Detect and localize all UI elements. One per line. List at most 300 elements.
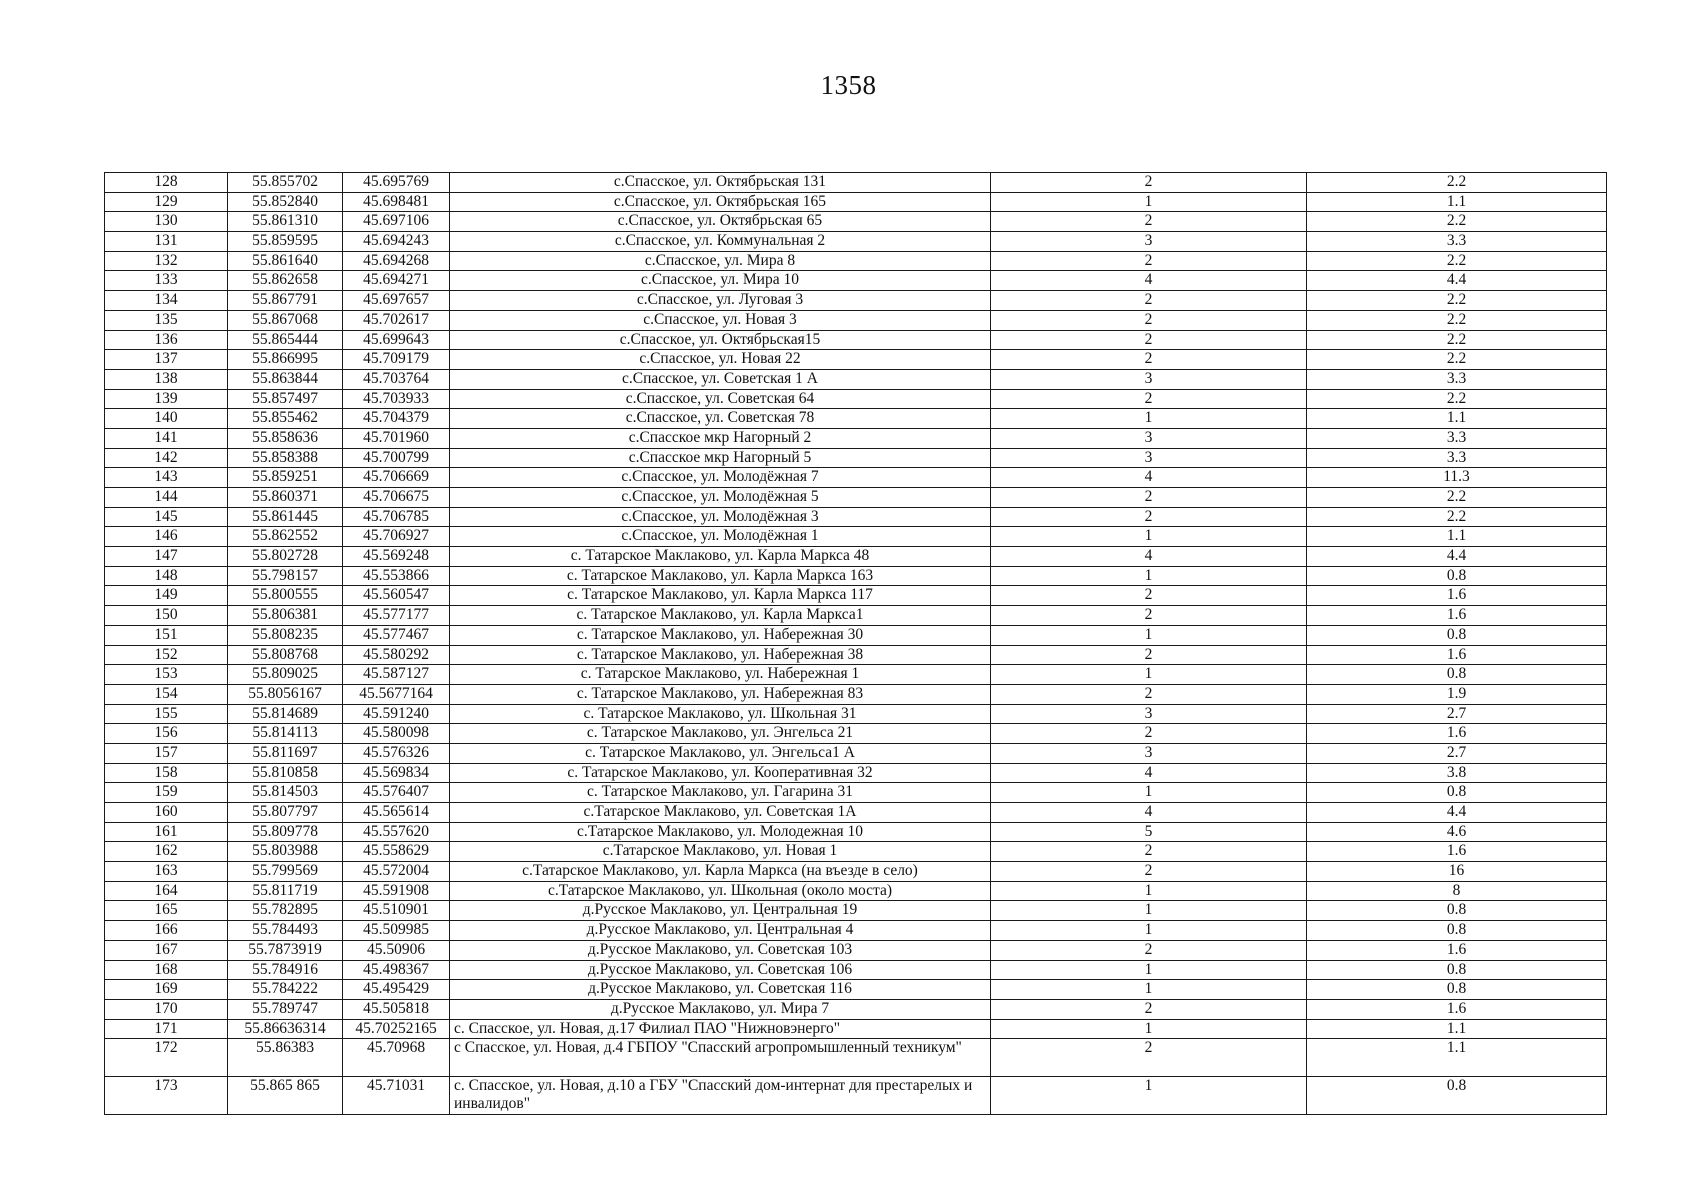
row-number-cell: 164 bbox=[105, 881, 228, 901]
latitude-cell: 55.802728 bbox=[228, 547, 343, 567]
volume-cell: 4.4 bbox=[1307, 271, 1607, 291]
latitude-cell: 55.866995 bbox=[228, 350, 343, 370]
longitude-cell: 45.591240 bbox=[343, 704, 450, 724]
count-cell: 1 bbox=[991, 566, 1307, 586]
volume-cell: 2.2 bbox=[1307, 310, 1607, 330]
table-row bbox=[105, 310, 1607, 330]
table-row bbox=[105, 251, 1607, 271]
address-cell: с.Спасское, ул. Октябрьская 165 bbox=[450, 192, 991, 212]
address-cell: д.Русское Маклаково, ул. Советская 106 bbox=[450, 960, 991, 980]
row-number-cell: 173 bbox=[105, 1077, 228, 1115]
latitude-cell: 55.867791 bbox=[228, 291, 343, 311]
count-cell: 2 bbox=[991, 1039, 1307, 1077]
latitude-cell: 55.807797 bbox=[228, 803, 343, 823]
latitude-cell: 55.861445 bbox=[228, 507, 343, 527]
latitude-cell: 55.811719 bbox=[228, 881, 343, 901]
longitude-cell: 45.706675 bbox=[343, 488, 450, 508]
latitude-cell: 55.855462 bbox=[228, 409, 343, 429]
address-cell: с. Татарское Маклаково, ул. Энгельса1 А bbox=[450, 743, 991, 763]
volume-cell: 3.3 bbox=[1307, 448, 1607, 468]
latitude-cell: 55.863844 bbox=[228, 369, 343, 389]
table-row bbox=[105, 980, 1607, 1000]
address-cell: с.Спасское, ул. Новая 3 bbox=[450, 310, 991, 330]
longitude-cell: 45.577177 bbox=[343, 606, 450, 626]
count-cell: 2 bbox=[991, 842, 1307, 862]
volume-cell: 1.1 bbox=[1307, 409, 1607, 429]
address-cell: с. Татарское Маклаково, ул. Школьная 31 bbox=[450, 704, 991, 724]
volume-cell: 2.2 bbox=[1307, 212, 1607, 232]
latitude-cell: 55.784222 bbox=[228, 980, 343, 1000]
longitude-cell: 45.701960 bbox=[343, 428, 450, 448]
row-number-cell: 171 bbox=[105, 1019, 228, 1039]
latitude-cell: 55.862552 bbox=[228, 527, 343, 547]
volume-cell: 1.6 bbox=[1307, 645, 1607, 665]
longitude-cell: 45.709179 bbox=[343, 350, 450, 370]
address-cell: с. Татарское Маклаково, ул. Набережная 1 bbox=[450, 665, 991, 685]
row-number-cell: 148 bbox=[105, 566, 228, 586]
latitude-cell: 55.7873919 bbox=[228, 940, 343, 960]
table-row bbox=[105, 803, 1607, 823]
count-cell: 1 bbox=[991, 192, 1307, 212]
latitude-cell: 55.814113 bbox=[228, 724, 343, 744]
volume-cell: 2.7 bbox=[1307, 743, 1607, 763]
volume-cell: 1.6 bbox=[1307, 842, 1607, 862]
count-cell: 2 bbox=[991, 684, 1307, 704]
row-number-cell: 159 bbox=[105, 783, 228, 803]
table-row bbox=[105, 999, 1607, 1019]
latitude-cell: 55.814503 bbox=[228, 783, 343, 803]
longitude-cell: 45.558629 bbox=[343, 842, 450, 862]
row-number-cell: 143 bbox=[105, 468, 228, 488]
volume-cell: 11.3 bbox=[1307, 468, 1607, 488]
row-number-cell: 131 bbox=[105, 232, 228, 252]
latitude-cell: 55.814689 bbox=[228, 704, 343, 724]
latitude-cell: 55.865 865 bbox=[228, 1077, 343, 1115]
count-cell: 2 bbox=[991, 330, 1307, 350]
volume-cell: 3.8 bbox=[1307, 763, 1607, 783]
table-row bbox=[105, 783, 1607, 803]
address-cell: с. Спасское, ул. Новая, д.17 Филиал ПАО "Нижновэнерго" bbox=[450, 1019, 991, 1039]
table-row bbox=[105, 409, 1607, 429]
address-cell: с Спасское, ул. Новая, д.4 ГБПОУ "Спасский агропромышленный техникум" bbox=[450, 1039, 991, 1077]
address-cell: д.Русское Маклаково, ул. Центральная 19 bbox=[450, 901, 991, 921]
count-cell: 1 bbox=[991, 783, 1307, 803]
latitude-cell: 55.806381 bbox=[228, 606, 343, 626]
address-cell: с.Спасское, ул. Луговая 3 bbox=[450, 291, 991, 311]
volume-cell: 1.1 bbox=[1307, 192, 1607, 212]
row-number-cell: 157 bbox=[105, 743, 228, 763]
latitude-cell: 55.782895 bbox=[228, 901, 343, 921]
row-number-cell: 152 bbox=[105, 645, 228, 665]
count-cell: 2 bbox=[991, 645, 1307, 665]
table-row bbox=[105, 665, 1607, 685]
table-row bbox=[105, 232, 1607, 252]
address-cell: с. Татарское Маклаково, ул. Карла Маркса1 bbox=[450, 606, 991, 626]
table-row bbox=[105, 881, 1607, 901]
longitude-cell: 45.572004 bbox=[343, 862, 450, 882]
volume-cell: 2.2 bbox=[1307, 291, 1607, 311]
volume-cell: 4.4 bbox=[1307, 547, 1607, 567]
row-number-cell: 145 bbox=[105, 507, 228, 527]
table-row bbox=[105, 527, 1607, 547]
count-cell: 2 bbox=[991, 212, 1307, 232]
row-number-cell: 172 bbox=[105, 1039, 228, 1077]
address-cell: с.Спасское, ул. Молодёжная 1 bbox=[450, 527, 991, 547]
volume-cell: 0.8 bbox=[1307, 901, 1607, 921]
volume-cell: 8 bbox=[1307, 881, 1607, 901]
latitude-cell: 55.858388 bbox=[228, 448, 343, 468]
address-cell: д.Русское Маклаково, ул. Советская 116 bbox=[450, 980, 991, 1000]
row-number-cell: 129 bbox=[105, 192, 228, 212]
longitude-cell: 45.697657 bbox=[343, 291, 450, 311]
latitude-cell: 55.789747 bbox=[228, 999, 343, 1019]
table-row bbox=[105, 271, 1607, 291]
address-cell: с. Спасское, ул. Новая, д.10 а ГБУ "Спасский дом-интернат для престарелых и инвалидов" bbox=[450, 1077, 991, 1115]
address-cell: с.Спасское мкр Нагорный 5 bbox=[450, 448, 991, 468]
row-number-cell: 170 bbox=[105, 999, 228, 1019]
row-number-cell: 154 bbox=[105, 684, 228, 704]
volume-cell: 3.3 bbox=[1307, 232, 1607, 252]
table-row bbox=[105, 862, 1607, 882]
latitude-cell: 55.861640 bbox=[228, 251, 343, 271]
volume-cell: 4.4 bbox=[1307, 803, 1607, 823]
latitude-cell: 55.862658 bbox=[228, 271, 343, 291]
count-cell: 2 bbox=[991, 488, 1307, 508]
table-row bbox=[105, 330, 1607, 350]
volume-cell: 16 bbox=[1307, 862, 1607, 882]
count-cell: 4 bbox=[991, 271, 1307, 291]
table-row bbox=[105, 645, 1607, 665]
table-row bbox=[105, 369, 1607, 389]
address-cell: с.Спасское, ул. Советская 78 bbox=[450, 409, 991, 429]
address-cell: с. Татарское Маклаково, ул. Карла Маркса 163 bbox=[450, 566, 991, 586]
volume-cell: 0.8 bbox=[1307, 960, 1607, 980]
table-row bbox=[105, 192, 1607, 212]
address-cell: с.Спасское, ул. Молодёжная 5 bbox=[450, 488, 991, 508]
longitude-cell: 45.569248 bbox=[343, 547, 450, 567]
volume-cell: 3.3 bbox=[1307, 369, 1607, 389]
count-cell: 3 bbox=[991, 448, 1307, 468]
volume-cell: 4.6 bbox=[1307, 822, 1607, 842]
count-cell: 1 bbox=[991, 665, 1307, 685]
volume-cell: 1.9 bbox=[1307, 684, 1607, 704]
count-cell: 4 bbox=[991, 468, 1307, 488]
table-row bbox=[105, 684, 1607, 704]
count-cell: 3 bbox=[991, 232, 1307, 252]
volume-cell: 2.2 bbox=[1307, 350, 1607, 370]
row-number-cell: 130 bbox=[105, 212, 228, 232]
address-cell: д.Русское Маклаково, ул. Мира 7 bbox=[450, 999, 991, 1019]
longitude-cell: 45.703933 bbox=[343, 389, 450, 409]
longitude-cell: 45.576326 bbox=[343, 743, 450, 763]
volume-cell: 2.2 bbox=[1307, 330, 1607, 350]
row-number-cell: 133 bbox=[105, 271, 228, 291]
row-number-cell: 141 bbox=[105, 428, 228, 448]
longitude-cell: 45.706927 bbox=[343, 527, 450, 547]
table-row bbox=[105, 606, 1607, 626]
count-cell: 1 bbox=[991, 980, 1307, 1000]
count-cell: 4 bbox=[991, 547, 1307, 567]
row-number-cell: 142 bbox=[105, 448, 228, 468]
latitude-cell: 55.857497 bbox=[228, 389, 343, 409]
latitude-cell: 55.798157 bbox=[228, 566, 343, 586]
longitude-cell: 45.557620 bbox=[343, 822, 450, 842]
table-row bbox=[105, 428, 1607, 448]
row-number-cell: 155 bbox=[105, 704, 228, 724]
volume-cell: 0.8 bbox=[1307, 921, 1607, 941]
latitude-cell: 55.811697 bbox=[228, 743, 343, 763]
count-cell: 1 bbox=[991, 527, 1307, 547]
row-number-cell: 156 bbox=[105, 724, 228, 744]
row-number-cell: 162 bbox=[105, 842, 228, 862]
longitude-cell: 45.498367 bbox=[343, 960, 450, 980]
address-cell: с.Спасское, ул. Молодёжная 3 bbox=[450, 507, 991, 527]
count-cell: 1 bbox=[991, 1077, 1307, 1115]
address-cell: с.Спасское, ул. Коммунальная 2 bbox=[450, 232, 991, 252]
table-row bbox=[105, 389, 1607, 409]
row-number-cell: 150 bbox=[105, 606, 228, 626]
longitude-cell: 45.699643 bbox=[343, 330, 450, 350]
row-number-cell: 136 bbox=[105, 330, 228, 350]
row-number-cell: 151 bbox=[105, 625, 228, 645]
volume-cell: 2.2 bbox=[1307, 173, 1607, 193]
address-cell: с.Татарское Маклаково, ул. Карла Маркса (на въезде в село) bbox=[450, 862, 991, 882]
count-cell: 2 bbox=[991, 724, 1307, 744]
address-cell: с.Татарское Маклаково, ул. Новая 1 bbox=[450, 842, 991, 862]
count-cell: 1 bbox=[991, 409, 1307, 429]
data-table bbox=[104, 172, 1607, 1115]
count-cell: 3 bbox=[991, 704, 1307, 724]
row-number-cell: 135 bbox=[105, 310, 228, 330]
table-row bbox=[105, 1019, 1607, 1039]
volume-cell: 0.8 bbox=[1307, 625, 1607, 645]
longitude-cell: 45.5677164 bbox=[343, 684, 450, 704]
longitude-cell: 45.505818 bbox=[343, 999, 450, 1019]
volume-cell: 1.6 bbox=[1307, 940, 1607, 960]
row-number-cell: 167 bbox=[105, 940, 228, 960]
address-cell: с.Спасское, ул. Молодёжная 7 bbox=[450, 468, 991, 488]
latitude-cell: 55.852840 bbox=[228, 192, 343, 212]
count-cell: 5 bbox=[991, 822, 1307, 842]
table-row bbox=[105, 960, 1607, 980]
longitude-cell: 45.694268 bbox=[343, 251, 450, 271]
table-row bbox=[105, 921, 1607, 941]
address-cell: с. Татарское Маклаково, ул. Карла Маркса 117 bbox=[450, 586, 991, 606]
longitude-cell: 45.495429 bbox=[343, 980, 450, 1000]
address-cell: с. Татарское Маклаково, ул. Гагарина 31 bbox=[450, 783, 991, 803]
count-cell: 2 bbox=[991, 251, 1307, 271]
table-row bbox=[105, 488, 1607, 508]
count-cell: 2 bbox=[991, 507, 1307, 527]
row-number-cell: 147 bbox=[105, 547, 228, 567]
latitude-cell: 55.809778 bbox=[228, 822, 343, 842]
count-cell: 2 bbox=[991, 291, 1307, 311]
table-row bbox=[105, 822, 1607, 842]
row-number-cell: 128 bbox=[105, 173, 228, 193]
longitude-cell: 45.695769 bbox=[343, 173, 450, 193]
address-cell: с.Спасское, ул. Советская 64 bbox=[450, 389, 991, 409]
table-row bbox=[105, 1077, 1607, 1115]
row-number-cell: 163 bbox=[105, 862, 228, 882]
longitude-cell: 45.70252165 bbox=[343, 1019, 450, 1039]
volume-cell: 1.1 bbox=[1307, 1039, 1607, 1077]
longitude-cell: 45.694271 bbox=[343, 271, 450, 291]
row-number-cell: 144 bbox=[105, 488, 228, 508]
count-cell: 3 bbox=[991, 428, 1307, 448]
longitude-cell: 45.703764 bbox=[343, 369, 450, 389]
row-number-cell: 160 bbox=[105, 803, 228, 823]
row-number-cell: 134 bbox=[105, 291, 228, 311]
address-cell: с.Татарское Маклаково, ул. Школьная (около моста) bbox=[450, 881, 991, 901]
count-cell: 1 bbox=[991, 921, 1307, 941]
volume-cell: 1.6 bbox=[1307, 586, 1607, 606]
count-cell: 2 bbox=[991, 310, 1307, 330]
latitude-cell: 55.809025 bbox=[228, 665, 343, 685]
count-cell: 3 bbox=[991, 369, 1307, 389]
latitude-cell: 55.784916 bbox=[228, 960, 343, 980]
table-row bbox=[105, 173, 1607, 193]
count-cell: 3 bbox=[991, 743, 1307, 763]
longitude-cell: 45.553866 bbox=[343, 566, 450, 586]
count-cell: 2 bbox=[991, 999, 1307, 1019]
volume-cell: 3.3 bbox=[1307, 428, 1607, 448]
count-cell: 1 bbox=[991, 881, 1307, 901]
latitude-cell: 55.867068 bbox=[228, 310, 343, 330]
count-cell: 2 bbox=[991, 173, 1307, 193]
volume-cell: 1.6 bbox=[1307, 606, 1607, 626]
longitude-cell: 45.70968 bbox=[343, 1039, 450, 1077]
address-cell: с. Татарское Маклаково, ул. Набережная 83 bbox=[450, 684, 991, 704]
row-number-cell: 139 bbox=[105, 389, 228, 409]
row-number-cell: 153 bbox=[105, 665, 228, 685]
volume-cell: 2.2 bbox=[1307, 488, 1607, 508]
table-row bbox=[105, 448, 1607, 468]
address-cell: д.Русское Маклаково, ул. Советская 103 bbox=[450, 940, 991, 960]
page-number: 1358 bbox=[820, 70, 877, 100]
longitude-cell: 45.591908 bbox=[343, 881, 450, 901]
address-cell: с.Татарское Маклаково, ул. Молодежная 10 bbox=[450, 822, 991, 842]
address-cell: с.Спасское, ул. Мира 8 bbox=[450, 251, 991, 271]
row-number-cell: 137 bbox=[105, 350, 228, 370]
longitude-cell: 45.700799 bbox=[343, 448, 450, 468]
volume-cell: 1.1 bbox=[1307, 527, 1607, 547]
latitude-cell: 55.808768 bbox=[228, 645, 343, 665]
longitude-cell: 45.587127 bbox=[343, 665, 450, 685]
table-row bbox=[105, 291, 1607, 311]
longitude-cell: 45.694243 bbox=[343, 232, 450, 252]
address-cell: с.Спасское, ул. Октябрьская15 bbox=[450, 330, 991, 350]
latitude-cell: 55.8056167 bbox=[228, 684, 343, 704]
table-row bbox=[105, 350, 1607, 370]
count-cell: 2 bbox=[991, 389, 1307, 409]
latitude-cell: 55.808235 bbox=[228, 625, 343, 645]
volume-cell: 0.8 bbox=[1307, 566, 1607, 586]
table-row bbox=[105, 468, 1607, 488]
volume-cell: 1.6 bbox=[1307, 999, 1607, 1019]
latitude-cell: 55.803988 bbox=[228, 842, 343, 862]
address-cell: с. Татарское Маклаково, ул. Набережная 38 bbox=[450, 645, 991, 665]
latitude-cell: 55.799569 bbox=[228, 862, 343, 882]
latitude-cell: 55.861310 bbox=[228, 212, 343, 232]
latitude-cell: 55.858636 bbox=[228, 428, 343, 448]
table-row bbox=[105, 842, 1607, 862]
volume-cell: 2.7 bbox=[1307, 704, 1607, 724]
volume-cell: 2.2 bbox=[1307, 507, 1607, 527]
volume-cell: 0.8 bbox=[1307, 665, 1607, 685]
count-cell: 2 bbox=[991, 940, 1307, 960]
row-number-cell: 166 bbox=[105, 921, 228, 941]
address-cell: с. Татарское Маклаково, ул. Кооперативная 32 bbox=[450, 763, 991, 783]
latitude-cell: 55.784493 bbox=[228, 921, 343, 941]
row-number-cell: 149 bbox=[105, 586, 228, 606]
longitude-cell: 45.580292 bbox=[343, 645, 450, 665]
count-cell: 1 bbox=[991, 901, 1307, 921]
longitude-cell: 45.577467 bbox=[343, 625, 450, 645]
row-number-cell: 138 bbox=[105, 369, 228, 389]
table-row bbox=[105, 566, 1607, 586]
count-cell: 1 bbox=[991, 1019, 1307, 1039]
volume-cell: 2.2 bbox=[1307, 389, 1607, 409]
longitude-cell: 45.702617 bbox=[343, 310, 450, 330]
table-row bbox=[105, 507, 1607, 527]
latitude-cell: 55.810858 bbox=[228, 763, 343, 783]
table-row bbox=[105, 901, 1607, 921]
longitude-cell: 45.71031 bbox=[343, 1077, 450, 1115]
volume-cell: 0.8 bbox=[1307, 1077, 1607, 1115]
address-cell: с.Спасское, ул. Октябрьская 65 bbox=[450, 212, 991, 232]
volume-cell: 0.8 bbox=[1307, 783, 1607, 803]
longitude-cell: 45.50906 bbox=[343, 940, 450, 960]
longitude-cell: 45.509985 bbox=[343, 921, 450, 941]
row-number-cell: 158 bbox=[105, 763, 228, 783]
address-cell: с.Спасское, ул. Мира 10 bbox=[450, 271, 991, 291]
address-cell: с.Спасское мкр Нагорный 2 bbox=[450, 428, 991, 448]
longitude-cell: 45.576407 bbox=[343, 783, 450, 803]
volume-cell: 0.8 bbox=[1307, 980, 1607, 1000]
count-cell: 2 bbox=[991, 862, 1307, 882]
latitude-cell: 55.865444 bbox=[228, 330, 343, 350]
volume-cell: 2.2 bbox=[1307, 251, 1607, 271]
address-cell: с. Татарское Маклаково, ул. Карла Маркса 48 bbox=[450, 547, 991, 567]
latitude-cell: 55.859595 bbox=[228, 232, 343, 252]
count-cell: 2 bbox=[991, 586, 1307, 606]
count-cell: 1 bbox=[991, 625, 1307, 645]
count-cell: 2 bbox=[991, 350, 1307, 370]
address-cell: д.Русское Маклаково, ул. Центральная 4 bbox=[450, 921, 991, 941]
latitude-cell: 55.86383 bbox=[228, 1039, 343, 1077]
latitude-cell: 55.860371 bbox=[228, 488, 343, 508]
data-table-container bbox=[104, 172, 1606, 1115]
longitude-cell: 45.706669 bbox=[343, 468, 450, 488]
row-number-cell: 169 bbox=[105, 980, 228, 1000]
latitude-cell: 55.86636314 bbox=[228, 1019, 343, 1039]
address-cell: с.Спасское, ул. Советская 1 А bbox=[450, 369, 991, 389]
latitude-cell: 55.855702 bbox=[228, 173, 343, 193]
longitude-cell: 45.704379 bbox=[343, 409, 450, 429]
count-cell: 1 bbox=[991, 960, 1307, 980]
longitude-cell: 45.580098 bbox=[343, 724, 450, 744]
table-row bbox=[105, 1039, 1607, 1077]
table-row bbox=[105, 586, 1607, 606]
longitude-cell: 45.697106 bbox=[343, 212, 450, 232]
latitude-cell: 55.859251 bbox=[228, 468, 343, 488]
volume-cell: 1.1 bbox=[1307, 1019, 1607, 1039]
longitude-cell: 45.569834 bbox=[343, 763, 450, 783]
count-cell: 4 bbox=[991, 763, 1307, 783]
longitude-cell: 45.560547 bbox=[343, 586, 450, 606]
longitude-cell: 45.510901 bbox=[343, 901, 450, 921]
longitude-cell: 45.706785 bbox=[343, 507, 450, 527]
